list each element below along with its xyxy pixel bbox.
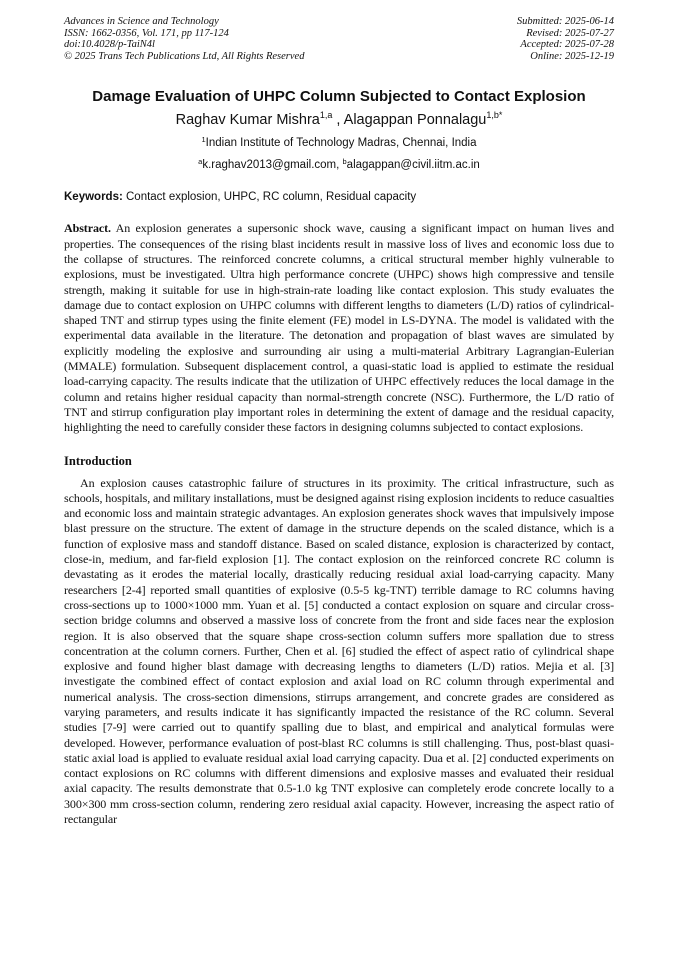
journal-issn: ISSN: 1662-0356, Vol. 171, pp 117-124 <box>64 27 229 39</box>
keywords-text: Contact explosion, UHPC, RC column, Residual capacity <box>122 191 417 204</box>
date-submitted: Submitted: 2025-06-14 <box>516 16 614 27</box>
abstract <box>64 221 614 435</box>
email-b-sup: b <box>342 157 347 167</box>
abstract-label: Abstract. <box>64 221 111 236</box>
keywords <box>64 190 614 204</box>
submission-dates <box>517 16 614 62</box>
email-b: alagappan@civil.iitm.ac.in <box>346 159 480 172</box>
abstract-text: An explosion generates a supersonic shock wave, causing a significant impact on human lives and properties. The consequences of the rising blast incidents result in massive loss of lives and economic loss due to the collapse of structures. The reinforced concrete columns, a critical structural member highly vulnerable to explosions, must be investigated. Ultra high performance concrete (UHPC) shows high compressive and tensile strength, making it suitable for use in high-strain-rate loading like contact explosion. This study evaluates the damage due to contact explosion on UHPC columns with different lengths to diameters (L/D) ratios of cylindrical-shaped TNT and stirrup types using the finite element (FE) model in LS-DYNA. The model is validated with the experimental data available in the literature. The detonation and propagation of blast waves are simulated by explicitly modeling the explosive and surrounding air using a multi-material Arbitrary Lagrangian-Eulerian (MMALE) formulation. Subsequent displacement control, a quasi-static load is applied to estimate the residual load-carrying capacity. The results indicate that the utilization of UHPC effectively reduces the local damage in the column and retains higher residual capacity than normal-strength concrete (NSC). Furthermore, the L/D ratio of TNT and stirrup configuration play important roles in determining the extent of damage and the residual capacity, highlighting the need to carefully consider these factors in designing columns subjected to contact explosions. <box>64 221 614 435</box>
affiliation-text: Indian Institute of Technology Madras, Chennai, India <box>205 137 477 150</box>
introduction-heading: Introduction <box>64 453 132 468</box>
email-a: k.raghav2013@gmail.com, <box>202 159 343 172</box>
email-a-sup: a <box>198 157 203 167</box>
paper-title: Damage Evaluation of UHPC Column Subjected to Contact Explosion <box>92 88 586 106</box>
author-2: Alagappan Ponnalagu <box>343 112 487 129</box>
journal-header <box>64 16 614 62</box>
date-online: Online: 2025-12-19 <box>530 50 614 62</box>
date-revised: Revised: 2025-07-27 <box>526 27 614 39</box>
journal-copyright: © 2025 Trans Tech Publications Ltd, All Rights Reserved <box>64 50 305 62</box>
date-accepted: Accepted: 2025-07-28 <box>520 39 614 51</box>
journal-doi: doi:10.4028/p-TaiN4l <box>64 39 155 51</box>
journal-info <box>64 16 304 62</box>
author-emails <box>64 158 614 172</box>
affiliation-sup: 1 <box>201 135 206 145</box>
author-separator: , <box>332 112 344 129</box>
author-2-sup: 1,b* <box>486 110 503 121</box>
affiliation <box>64 136 614 150</box>
author-1: Raghav Kumar Mishra <box>175 112 320 129</box>
introduction-text: An explosion causes catastrophic failure of structures in its proximity. The critical infrastructure, such as schools, hospitals, and military installations, must be designed against rising explosion incidents to reduce casualties and economic loss and maintain strategic advantages. An explosion generates shock waves that impulsively impose blast pressure on the structure. The extent of damage in the structure depends on the scaled distance, which is a function of explosive mass and standoff distance. Based on scaled distance, explosion is characterized by contact, close-in, medium, and far-field explosion [1]. The contact explosion on the reinforced concrete RC column is devastating as it erodes the material locally, drastically reducing residual axial load-carrying capacity. Many researchers [2-4] reported small quantities of explosive (0.5-5 kg-TNT) terrible damage to RC columns having cross-sections up to 1000×1000 mm. Yuan et al. [5] conducted a contact explosion on square and circular cross-section bridge columns and observed a massive loss of concrete from the front and side faces near the explosion region. It is also observed that the square shape cross-section column suffers more spallation due to stress concentration at the column corners. Further, Chen et al. [6] studied the effect of aspect ratio of cylindrical shape explosive and found higher blast damage with decreasing lengths to diameters (L/D) ratios. Mejia et al. [3] investigate the combined effect of contact explosion and axial load on RC column through experimental and numerical analysis. The cross-section dimensions, stirrups arrangement, and concrete grades are considered as varying parameters, and results indicate it has significantly impacted the resistance of the RC column. Several studies [7-9] were carried out to quantify spalling due to blast, and empirical and analytical formulas were developed. However, performance evaluation of post-blast RC columns is still challenging. Thus, post-blast quasi-static axial load is applied to evaluate residual axial load carrying capacity. Dua et al. [2] conducted experiments on contact explosions on RC columns with different dimensions and explosive masses and evaluated their residual axial capacity. The results demonstrate that 0.5-1.0 kg TNT explosive can completely erode concrete locally to a 300×300 mm cross-section column, rendering zero residual axial capacity. However, increasing the aspect ratio of rectangular <box>64 475 614 827</box>
author-line <box>64 111 614 129</box>
author-1-sup: 1,a <box>319 110 333 121</box>
journal-name: Advances in Science and Technology <box>64 16 219 27</box>
keywords-label: Keywords: <box>64 191 123 204</box>
